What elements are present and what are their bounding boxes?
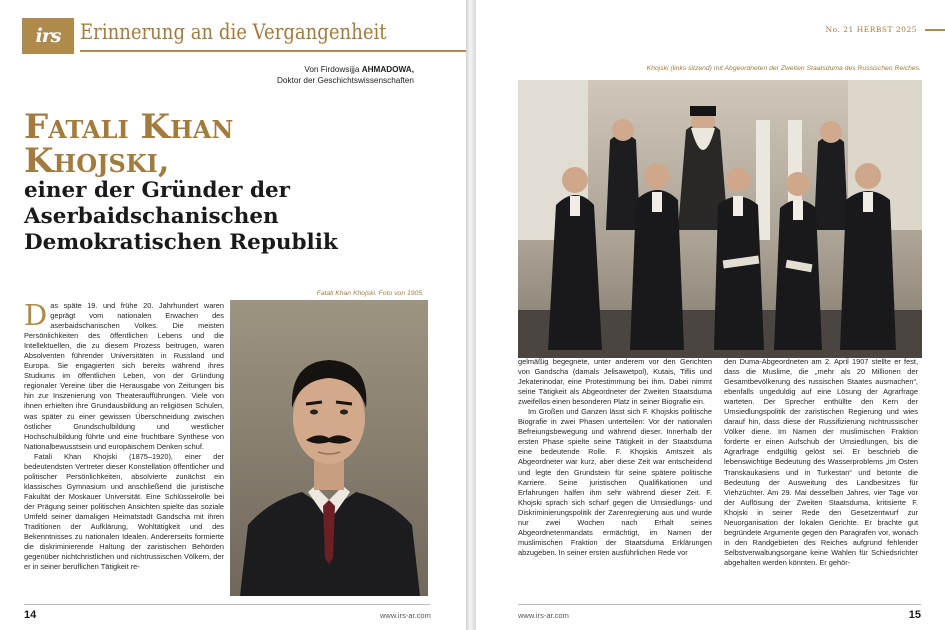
paragraph-2: Fatali Khan Khojski (1875–1920), einer der bedeutendsten Vertreter dieser Konstellation öffentlicher und politischer Persönlichkeiten, absolvierte zunächst ein klassisches Gymnasium und anschließend die juristische Fakultät der Moskauer Universität. Eine Schlüsselrolle bei der Prägung seiner politischen Ansichten spielte das soziale Umfeld seiner damaligen Heimatstadt Gandscha mit ihren Traditionen der Aufklärung, Wohltätigkeit und des Bekenntnisses zu nationalen Idealen. Andererseits formierte die diskriminierende Haltung der zaristischen Behörden gegenüber nichtchristlichen und nichtrussischen Völkern, der er in seiner beruflichen Tätigkeit re- [24,451,224,572]
footer-rule [518,604,921,605]
group-photo [518,80,922,358]
portrait-caption: Fatali Khan Khojski. Foto von 1905. [316,290,424,297]
subtitle-line-2: Aserbaidschanischen [24,204,279,229]
irs-logo: irs [22,18,74,54]
footer-rule [24,604,430,605]
footer-url-link[interactable]: www.irs-ar.com [518,611,569,620]
title-line-1: Fatali Khan [24,107,234,147]
left-page [0,0,466,630]
right-text-column-1 [518,357,712,599]
duma-group-illustration [518,80,922,358]
page-gutter [466,0,476,630]
paragraph-3: gelmäßig begegnete, unter anderem vor den Gerichten von Gandscha (damals Jelisawetpol), Kutais, Tiflis und Jekaterinodar, eine Protestimmung bei ihm. Dabei nimmt seine Tätigkeit als Abgeordneter der Zweiten Staatsduma zweifellos einen besonderen Platz in seiner Biografie ein. [518,357,712,407]
paragraph-1 [24,301,224,452]
paragraph-1-text: as späte 19. und frühe 20. Jahrhundert waren geprägt vom nationalen Erwachen des aserbaidschanischen Volkes. Die meisten Persönlichkeiten des öffentlichen Lebens und die Intellektuellen, die zu diesem Prozess beitrugen, waren Absolventen führender Universitäten in Russland und Europa. Sie engagierten sich bereits während ihres Studiums im öffentlichen Leben, von der Gründung regionaler Vereine über die Herausgabe von Zeitungen bis hin zur Inszenierung von Theateraufführungen. Viele von ihnen erhielten ihre Grundausbildung an religiösen Schulen, was später zu einer gewissen Überschneidung zwischen östlicher Grundschulbildung und westlicher Hochschulbildung führte und eine fruchtbare Synthese von Nationalbewusstsein und europäischem Denken schuf. [24,301,224,451]
author-block [277,64,414,86]
author-name: AHMADOWA, [361,65,414,74]
left-text-column [24,301,224,597]
paragraph-5: den Duma-Abgeordneten am 2. April 1907 stellte er fest, dass die Muslime, die „mehr als 20 Millionen der Gesamtbevölkerung des russischen Staates ausmachen“, ebenfalls ungeduldig auf eine Lösung der Agrarfrage warteten. Der Sprecher enthüllte den Kern der Umsiedlungspolitik der zaristischen Regierung und wies darauf hin, dass diese der Russifizierung nichtrussischer Völker diene. Im Namen der muslimischen Fraktion forderte er einen Aufschub der Umsiedlungen, bis die Agrarfrage endgültig gelöst sei. Er beschrieb die lebenswichtige Bedeutung des Wasserproblems „im Osten Transkaukasiens und in Turkestan“ und betonte die Bedeutung der Ausweitung des Landbesitzes für Viehzüchter. Am 29. Mai desselben Jahres, vier Tage vor der Auflösung der Zweiten Staatsduma, kritisierte F. Khojski in seiner Rede den Gesetzentwurf zur Neuorganisation der lokalen Gerichte. Er brachte gut begründete Argumente gegen den Paragrafen vor, wonach in den Randgebieten des Reiches aufgrund fehlender Selbstverwaltungsorgane keine Wahlen für Schiedsrichter abgehalten werden könnten. Er gehör- [724,357,918,567]
portrait-illustration [230,300,428,596]
section-title: Erinnerung an die Vergangenheit [80,20,387,44]
footer-url-link[interactable]: www.irs-ar.com [380,611,431,620]
right-page [476,0,945,630]
right-text-column-2 [724,357,918,599]
page-number: 15 [908,609,921,621]
portrait-photo [230,300,428,596]
header-rule [80,50,466,52]
article-title [24,107,234,181]
paragraph-4: Im Großen und Ganzen lässt sich F. Khojskis politische Biografie in zwei Phasen unterteilen: Vor der nationalen Befreiungsbewegung und während dieser. Innerhalb der ersten Phase spielte seine Tätigkeit in der Staatsduma eine bedeutende Rolle. F. Khojskis Amtszeit als Abgeordneter war kurz, aber diese Zeit war entscheidend und legte den Grundstein für seine spätere politische Karriere. Seine juristischen Qualifikationen und Erfahrungen halfen ihm sehr während dieser Zeit. F. Khojski sprach sich scharf gegen die Umsiedlungs- und Diskriminierungspolitik der Zarenregierung aus und wurde nur zwei Wochen nach Erhalt seines Abgeordnetenmandats ermächtigt, im Namen der muslimischen Fraktion der Staatsduma Erklärungen abzugeben. In seiner ersten ausführlichen Rede vor [518,407,712,557]
group-photo-caption: Khojski (links sitzend) mit Abgeordneten der Zweiten Staatsduma des Russischen Reiches. [646,65,921,72]
article-subtitle [24,178,338,256]
subtitle-line-3: Demokratischen Republik [24,230,338,255]
issue-label: No. 21 HERBST 2025 [825,25,917,34]
subtitle-line-1: einer der Gründer der [24,178,291,203]
drop-cap: D [24,301,48,332]
page-number: 14 [24,609,37,621]
title-line-2: Khojski, [24,141,170,181]
author-prefix: Von Firdowsijja [304,65,362,74]
issue-rule [925,29,945,31]
author-title: Doktor der Geschichtswissenschaften [277,76,414,85]
